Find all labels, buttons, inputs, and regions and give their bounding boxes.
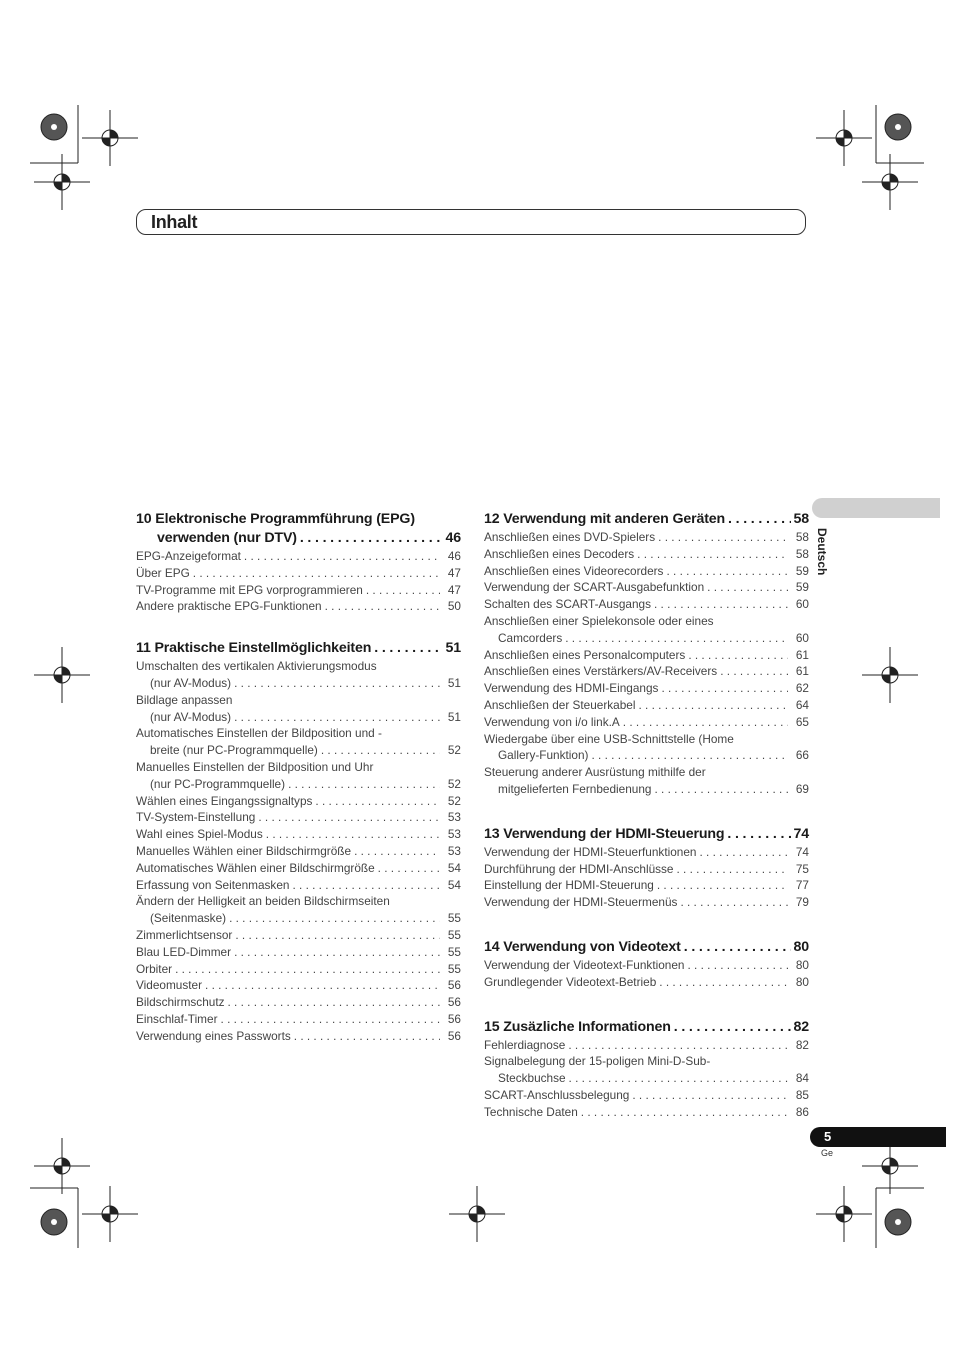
toc-entry-page: 79 — [795, 895, 809, 910]
dot-leader — [657, 877, 788, 894]
toc-entry — [136, 776, 461, 793]
toc-entry — [136, 658, 461, 675]
toc-entry — [484, 1070, 809, 1087]
dot-leader — [728, 510, 790, 529]
registration-crosshair-icon — [82, 1186, 138, 1242]
dot-leader — [568, 1037, 788, 1054]
toc-entry-text: Ändern der Helligkeit an beiden Bildschirmseiten — [136, 894, 390, 909]
toc-entry — [136, 961, 461, 978]
toc-entry-text: Einstellung der HDMI-Steuerung — [484, 878, 654, 893]
toc-entry — [484, 630, 809, 647]
toc-entry-text: EPG-Anzeigeformat — [136, 549, 241, 563]
dot-leader — [707, 579, 788, 596]
toc-entry-page: 56 — [447, 978, 461, 993]
toc-entry — [136, 793, 461, 810]
toc-entry-text: TV-System-Einstellung — [136, 810, 256, 825]
toc-entry-page: 52 — [447, 793, 461, 808]
toc-entry-text: Anschließen eines Decoders — [484, 546, 635, 561]
toc-entry — [484, 974, 809, 991]
toc-entry-text: Zimmerlichtsensor — [136, 927, 233, 942]
toc-entry-page: 82 — [795, 1037, 809, 1052]
toc-entry — [136, 826, 461, 843]
toc-entry — [484, 579, 809, 596]
dot-leader — [565, 630, 788, 647]
toc-entry — [484, 680, 809, 697]
toc-entry — [484, 563, 809, 580]
dot-leader — [623, 714, 788, 731]
toc-entry-text: SCART-Anschlussbelegung — [484, 1087, 630, 1102]
toc-entry-page: 60 — [795, 597, 809, 612]
registration-crosshair-icon — [34, 647, 90, 703]
toc-entry — [484, 697, 809, 714]
toc-entry-page: 59 — [795, 580, 809, 595]
toc-entry-text: Anschließen der Steuerkabel — [484, 697, 636, 712]
toc-left-column — [136, 510, 461, 1069]
toc-entry-page: 55 — [447, 927, 461, 942]
dot-leader — [221, 1011, 440, 1028]
toc-entry-page: 61 — [795, 647, 809, 662]
registration-sunburst-icon — [885, 1209, 911, 1235]
dot-leader — [366, 582, 440, 599]
section-heading — [484, 510, 809, 529]
toc-entry-page: 69 — [795, 781, 809, 796]
toc-entry-page: 53 — [447, 843, 461, 858]
toc-entry-text: (nur PC-Programmquelle) — [150, 776, 286, 791]
toc-entry — [136, 742, 461, 759]
toc-entry-page: 62 — [795, 681, 809, 696]
toc-entry — [484, 731, 809, 748]
toc-entry-text: Camcorders — [498, 630, 563, 645]
registration-crosshair-icon — [816, 1186, 872, 1242]
toc-entry — [484, 613, 809, 630]
toc-entry-text: Umschalten des vertikalen Aktivierungsmodus — [136, 659, 377, 674]
dot-leader — [244, 548, 440, 565]
toc-entry-text: Anschließen einer Spielekonsole oder eines — [484, 613, 714, 628]
toc-entry-page: 86 — [795, 1104, 809, 1119]
toc-section — [136, 510, 461, 615]
dot-leader — [193, 565, 440, 582]
toc-entry-text: Orbiter — [136, 961, 173, 976]
toc-entry — [136, 598, 461, 615]
toc-entry — [484, 546, 809, 563]
toc-entry-page: 80 — [795, 957, 809, 972]
toc-entry-text: Bildlage anpassen — [136, 692, 233, 707]
toc-entry — [136, 692, 461, 709]
language-code: Ge — [821, 1148, 834, 1158]
dot-leader — [175, 961, 440, 978]
toc-entry-page: 56 — [447, 1011, 461, 1026]
toc-entry-text: (Seitenmaske) — [150, 911, 227, 926]
toc-entry-page: 54 — [447, 860, 461, 875]
toc-entry-text: Einschlaf-Timer — [136, 1011, 218, 1026]
toc-entry-text: Grundlegender Videotext-Betrieb — [484, 974, 657, 989]
toc-entry-page: 51 — [447, 709, 461, 724]
toc-entry-page: 46 — [447, 549, 461, 563]
registration-sunburst-icon — [885, 114, 911, 140]
dot-leader — [569, 1070, 788, 1087]
toc-entry — [136, 725, 461, 742]
toc-entry — [136, 927, 461, 944]
toc-entry — [484, 1104, 809, 1121]
page-number: 5 — [824, 1129, 832, 1144]
dot-leader — [229, 910, 440, 927]
toc-entry-text: (nur AV-Modus) — [150, 709, 232, 724]
toc-entry — [136, 877, 461, 894]
toc-entry — [484, 1037, 809, 1054]
dot-leader — [294, 1028, 440, 1045]
dot-leader — [654, 596, 788, 613]
toc-entry-page: 52 — [447, 743, 461, 758]
toc-entry-text: Verwendung der Videotext-Funktionen — [484, 957, 685, 972]
toc-entry-page: 74 — [795, 844, 809, 859]
toc-entry-page: 52 — [447, 776, 461, 791]
toc-entry — [136, 910, 461, 927]
toc-entry-text: Andere praktische EPG-Funktionen — [136, 599, 322, 614]
toc-entry-text: Steuerung anderer Ausrüstung mithilfe der — [484, 765, 706, 780]
toc-section — [484, 1018, 809, 1121]
toc-entry — [484, 714, 809, 731]
toc-entry — [484, 861, 809, 878]
dot-leader — [661, 680, 788, 697]
toc-entry — [484, 647, 809, 664]
dot-leader — [235, 927, 440, 944]
toc-entry-page: 66 — [795, 748, 809, 763]
toc-entry — [136, 977, 461, 994]
dot-leader — [234, 675, 440, 692]
dot-leader — [680, 894, 788, 911]
toc-entry — [136, 944, 461, 961]
dot-leader — [258, 809, 440, 826]
toc-entry-text: Technische Daten — [484, 1104, 578, 1119]
toc-entry — [136, 582, 461, 599]
toc-entry-text: Gallery-Funktion) — [498, 748, 589, 763]
dot-leader — [638, 697, 788, 714]
toc-entry-text: Automatisches Einstellen der Bildposition und - — [136, 726, 382, 741]
page-title: Inhalt — [151, 212, 198, 232]
language-side-label — [814, 528, 844, 588]
toc-entry-text: Anschließen eines DVD-Spielers — [484, 530, 656, 544]
dot-leader — [234, 709, 440, 726]
dot-leader — [654, 781, 788, 798]
dot-leader — [292, 877, 440, 894]
toc-entry — [484, 877, 809, 894]
toc-entry — [484, 894, 809, 911]
registration-sunburst-icon — [41, 1209, 67, 1235]
toc-entry — [136, 759, 461, 776]
toc-entry — [136, 994, 461, 1011]
dot-leader — [378, 860, 440, 877]
toc-entry-page: 56 — [447, 1028, 461, 1043]
dot-leader — [684, 938, 791, 957]
toc-entry-text: Anschließen eines Videorecorders — [484, 563, 664, 578]
section-heading — [136, 529, 461, 548]
toc-entry-text: Wiedergabe über eine USB-Schnittstelle (Home — [484, 731, 734, 746]
toc-entry-page: 75 — [795, 861, 809, 876]
dot-leader — [687, 957, 788, 974]
section-page-number: 51 — [445, 640, 461, 657]
toc-entry-page: 84 — [795, 1071, 809, 1086]
toc-section — [484, 938, 809, 991]
dot-leader — [315, 793, 440, 810]
registration-crosshair-icon — [862, 647, 918, 703]
toc-entry-page: 54 — [447, 877, 461, 892]
toc-entry-text: Verwendung der SCART-Ausgabefunktion — [484, 580, 705, 595]
section-heading-text: verwenden (nur DTV) — [157, 530, 297, 546]
toc-entry — [484, 747, 809, 764]
toc-entry — [484, 957, 809, 974]
toc-entry-text: Manuelles Wählen einer Bildschirmgröße — [136, 843, 352, 858]
section-heading-text: 12 Verwendung mit anderen Geräten — [484, 511, 726, 527]
toc-entry — [484, 596, 809, 613]
toc-entry-page: 58 — [795, 546, 809, 561]
dot-leader — [727, 825, 790, 844]
toc-entry-page: 50 — [447, 599, 461, 614]
section-heading-text: 11 Praktische Einstellmöglichkeiten — [136, 640, 372, 657]
dot-leader — [266, 826, 440, 843]
section-page-number: 82 — [793, 1018, 809, 1035]
toc-entry-page: 51 — [447, 675, 461, 690]
toc-entry-text: Steckbuchse — [498, 1071, 566, 1086]
dot-leader — [688, 647, 788, 664]
toc-entry — [484, 764, 809, 781]
registration-crosshair-icon — [34, 154, 90, 210]
toc-right-column — [484, 510, 809, 1148]
toc-entry-text: Verwendung der HDMI-Steuerfunktionen — [484, 844, 697, 859]
dot-leader — [374, 639, 442, 658]
section-heading-text: 10 Elektronische Programmführung (EPG) — [136, 511, 415, 527]
dot-leader — [699, 844, 788, 861]
page-number-tab — [810, 1127, 946, 1147]
toc-entry-text: Durchführung der HDMI-Anschlüsse — [484, 861, 674, 876]
dot-leader — [300, 529, 443, 548]
registration-crosshair-icon — [862, 154, 918, 210]
dot-leader — [637, 546, 788, 563]
section-page-number: 80 — [793, 938, 809, 955]
toc-entry-text: Wählen eines Eingangssignaltyps — [136, 793, 313, 808]
section-page-number: 74 — [793, 825, 809, 842]
toc-entry-page: 55 — [447, 961, 461, 976]
toc-entry-text: mitgelieferten Fernbedienung — [498, 781, 652, 796]
toc-entry-page: 56 — [447, 995, 461, 1010]
dot-leader — [325, 598, 440, 615]
toc-entry — [136, 565, 461, 582]
registration-sunburst-icon — [41, 114, 67, 140]
toc-entry-text: Verwendung der HDMI-Steuermenüs — [484, 895, 678, 910]
section-page-number: 58 — [793, 511, 809, 527]
toc-entry-page: 77 — [795, 878, 809, 893]
toc-entry-text: Verwendung von i/o link.A — [484, 714, 620, 729]
toc-section — [484, 825, 809, 911]
toc-entry — [484, 1053, 809, 1070]
dot-leader — [720, 663, 788, 680]
toc-entry-text: Bildschirmschutz — [136, 995, 225, 1010]
section-heading-text: 14 Verwendung von Videotext — [484, 938, 681, 955]
toc-entry-page: 47 — [447, 582, 461, 597]
dot-leader — [674, 1018, 791, 1037]
registration-crosshair-icon — [449, 1186, 505, 1242]
registration-crosshair-icon — [82, 110, 138, 166]
toc-entry — [136, 1028, 461, 1045]
dot-leader — [581, 1104, 788, 1121]
dot-leader — [666, 563, 788, 580]
toc-entry-text: TV-Programme mit EPG vorprogrammieren — [136, 582, 363, 597]
toc-entry — [484, 663, 809, 680]
toc-entry-page: 55 — [447, 944, 461, 959]
toc-entry — [136, 1011, 461, 1028]
toc-entry-page: 80 — [795, 974, 809, 989]
toc-entry — [484, 844, 809, 861]
toc-entry-page: 61 — [795, 664, 809, 679]
toc-entry-text: Fehlerdiagnose — [484, 1037, 566, 1052]
section-heading — [484, 938, 809, 957]
toc-entry-page: 65 — [795, 714, 809, 729]
registration-crosshair-icon — [34, 1138, 90, 1194]
dot-leader — [658, 529, 788, 546]
dot-leader — [354, 843, 440, 860]
dot-leader — [321, 742, 440, 759]
toc-entry-page: 53 — [447, 810, 461, 825]
toc-entry — [136, 709, 461, 726]
section-heading-text: 13 Verwendung der HDMI-Steuerung — [484, 825, 725, 842]
toc-section — [484, 510, 809, 798]
toc-entry-text: Erfassung von Seitenmasken — [136, 877, 290, 892]
toc-entry-text: (nur AV-Modus) — [150, 675, 232, 690]
section-heading — [484, 1018, 809, 1037]
dot-leader — [228, 994, 441, 1011]
toc-entry — [136, 860, 461, 877]
toc-entry-text: Anschließen eines Personalcomputers — [484, 647, 686, 662]
toc-entry-page: 55 — [447, 911, 461, 926]
toc-entry — [136, 893, 461, 910]
toc-entry — [484, 529, 809, 546]
toc-entry — [484, 781, 809, 798]
toc-entry-text: Verwendung eines Passworts — [136, 1028, 291, 1043]
toc-entry-text: Über EPG — [136, 565, 190, 580]
registration-crosshair-icon — [816, 110, 872, 166]
toc-entry-page: 59 — [795, 563, 809, 578]
toc-section — [136, 639, 461, 1044]
toc-entry — [484, 1087, 809, 1104]
dot-leader — [591, 747, 788, 764]
toc-entry-text: Anschließen eines Verstärkers/AV-Receivers — [484, 664, 718, 679]
toc-entry-text: Manuelles Einstellen der Bildposition und Uhr — [136, 759, 374, 774]
dot-leader — [676, 861, 788, 878]
toc-entry-page: 64 — [795, 697, 809, 712]
language-tab — [812, 498, 940, 518]
toc-entry-page: 58 — [795, 530, 809, 544]
toc-entry-text: Verwendung des HDMI-Eingangs — [484, 681, 659, 696]
toc-entry-text: Signalbelegung der 15-poligen Mini-D-Sub- — [484, 1054, 711, 1069]
toc-entry-text: Blau LED-Dimmer — [136, 944, 232, 959]
section-heading — [136, 639, 461, 658]
toc-entry-text: Wahl eines Spiel-Modus — [136, 827, 263, 842]
section-heading — [484, 825, 809, 844]
dot-leader — [288, 776, 440, 793]
toc-entry-page: 53 — [447, 827, 461, 842]
toc-entry-text: breite (nur PC-Programmquelle) — [150, 743, 318, 758]
dot-leader — [205, 977, 440, 994]
dot-leader — [659, 974, 788, 991]
toc-entry-text: Schalten des SCART-Ausgangs — [484, 597, 651, 612]
toc-entry — [136, 675, 461, 692]
toc-entry-page: 85 — [795, 1087, 809, 1102]
dot-leader — [234, 944, 440, 961]
toc-entry-text: Automatisches Wählen einer Bildschirmgröße — [136, 860, 375, 875]
toc-entry-page: 47 — [447, 565, 461, 580]
page-title-bar — [136, 209, 806, 235]
section-heading — [136, 510, 461, 529]
dot-leader — [632, 1087, 788, 1104]
toc-entry — [136, 809, 461, 826]
toc-entry — [136, 548, 461, 565]
section-heading-text: 15 Zusäzliche Informationen — [484, 1018, 671, 1035]
toc-entry-text: Videomuster — [136, 978, 203, 993]
section-page-number: 46 — [445, 530, 461, 546]
toc-entry — [136, 843, 461, 860]
language-label: Deutsch — [815, 528, 829, 576]
toc-entry-page: 60 — [795, 630, 809, 645]
